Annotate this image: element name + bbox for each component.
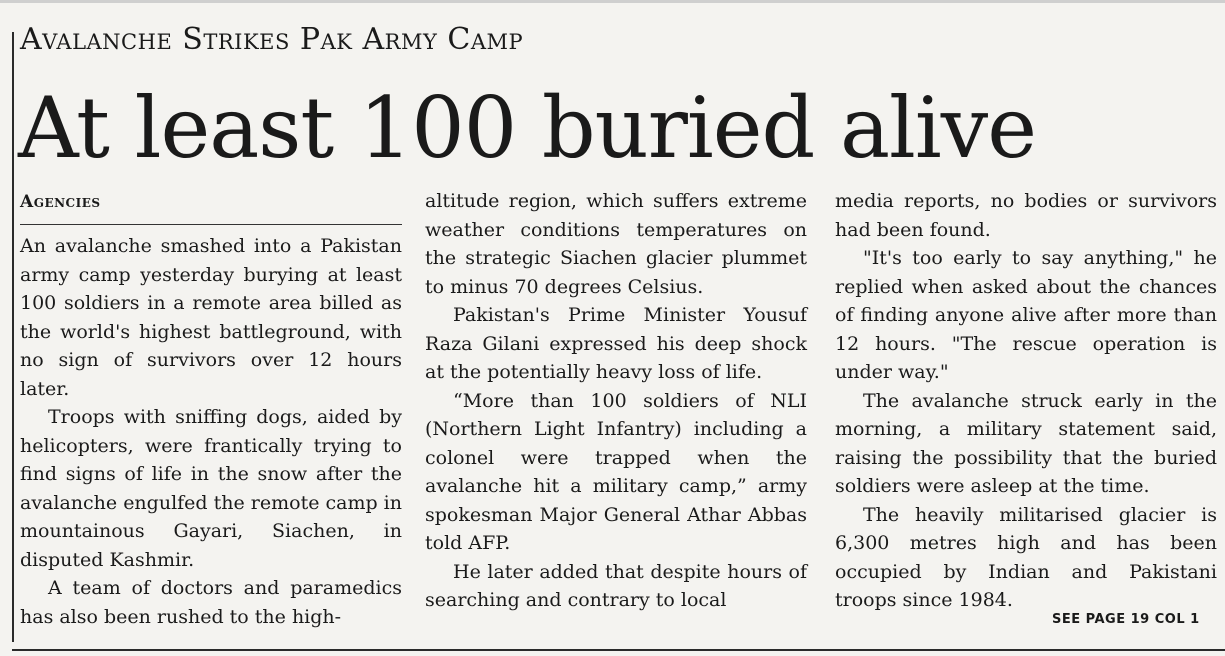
main-headline: At least 100 buried alive [18, 79, 1036, 177]
bottom-rule [12, 649, 1225, 651]
paragraph: Troops with sniffing dogs, aided by helicopters, were frantically trying to find signs of life in the snow after the avalanche engulfed the remote camp in mountainous Gayari, Siachen, in disputed Kashmir. [20, 406, 402, 571]
article-column-3 [835, 187, 1217, 615]
paragraph: He later added that despite hours of searching and contrary to local [425, 560, 807, 611]
top-rule [0, 0, 1225, 3]
paragraph: media reports, no bodies or survivors had been found. [835, 190, 1217, 241]
paragraph: altitude region, which suffers extreme weather conditions temperatures on the strategic Siachen glacier plummet to minus 70 degrees Celsius. [425, 190, 807, 298]
left-column-rule [12, 32, 14, 642]
byline-rule [20, 224, 402, 225]
continuation-reference: SEE PAGE 19 COL 1 [1052, 612, 1200, 627]
paragraph: The heavily militarised glacier is 6,300 metres high and has been occupied by Indian and Pakistani troops since 1984. [835, 503, 1217, 611]
paragraph: The avalanche struck early in the morning, a military statement said, raising the possibility that the buried soldiers were asleep at the time. [835, 389, 1217, 497]
paragraph: Pakistan's Prime Minister Yousuf Raza Gilani expressed his deep shock at the potentially heavy loss of life. [425, 304, 807, 383]
paragraph: A team of doctors and paramedics has also been rushed to the high- [20, 577, 402, 628]
article-column-2 [425, 187, 807, 615]
byline: Agencies [20, 192, 101, 212]
paragraph: “More than 100 soldiers of NLI (Northern Light Infantry) including a colonel were trapped when the avalanche hit a military camp,” army spokesman Major General Athar Abbas told AFP. [425, 389, 807, 554]
kicker-headline: Avalanche Strikes Pak Army Camp [20, 22, 524, 57]
paragraph: "It's too early to say anything," he replied when asked about the chances of finding anyone alive after more than 12 hours. "The rescue operation is under way." [835, 247, 1217, 383]
paragraph: An avalanche smashed into a Pakistan army camp yesterday burying at least 100 soldiers in a remote area billed as the world's highest battleground, with no sign of survivors over 12 hours later. [20, 235, 402, 400]
article-column-1 [20, 232, 402, 631]
